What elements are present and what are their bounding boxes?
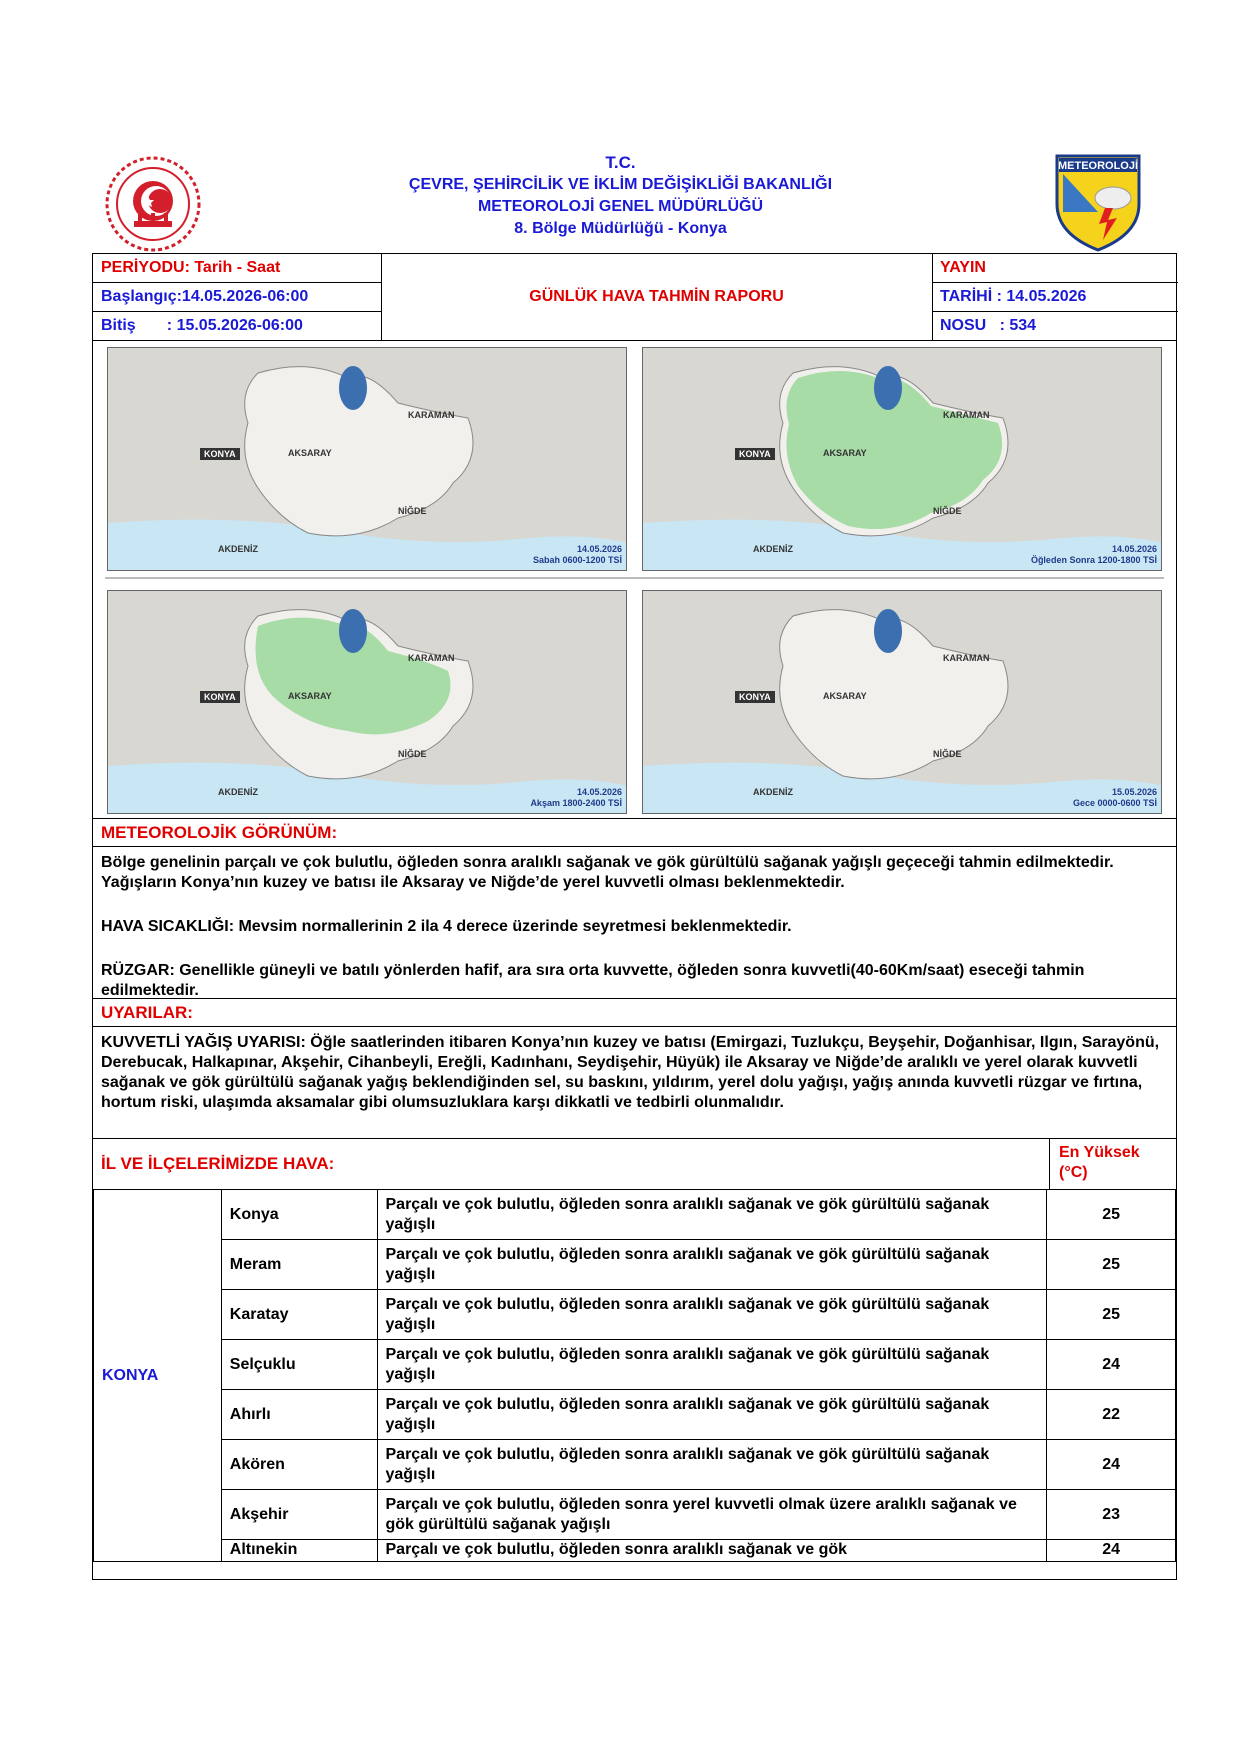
map-period: Gece 0000-0600 TSİ	[1072, 798, 1157, 808]
weather-description: Parçalı ve çok bulutlu, öğleden sonra aralıklı sağanak ve gök	[377, 1540, 1047, 1562]
map-city-label: KONYA	[200, 448, 240, 460]
map-city-label: AKDENİZ	[753, 787, 793, 797]
weather-description: Parçalı ve çok bulutlu, öğleden sonra aralıklı sağanak ve gök gürültülü sağanak yağışlı	[377, 1390, 1047, 1440]
map-period: Öğleden Sonra 1200-1800 TSİ	[1030, 555, 1157, 565]
table-row	[94, 1190, 1176, 1240]
map-date: 14.05.2026	[1111, 544, 1157, 554]
max-temperature: 25	[1047, 1190, 1176, 1240]
max-temperature: 25	[1047, 1290, 1176, 1340]
map-city-label: AKSARAY	[823, 448, 867, 458]
district-name: Akören	[221, 1440, 377, 1490]
weather-table-title: İL VE İLÇELERİMİZDE HAVA:	[101, 1154, 335, 1173]
publication-label: YAYIN	[940, 259, 986, 276]
district-name: Meram	[221, 1240, 377, 1290]
lake	[339, 609, 367, 653]
max-temperature: 24	[1047, 1540, 1176, 1562]
report-info-grid	[93, 254, 1176, 340]
forecast-map-evening	[107, 590, 627, 814]
map-city-label: NİĞDE	[933, 749, 962, 759]
meteorology-logo	[1053, 152, 1143, 252]
header-region: 8. Bölge Müdürlüğü - Konya	[514, 220, 727, 237]
district-weather-table	[93, 1189, 1176, 1562]
report-frame	[92, 253, 1177, 1580]
max-temperature: 24	[1047, 1340, 1176, 1390]
map-city-label: KONYA	[200, 691, 240, 703]
map-canvas	[108, 348, 627, 571]
weather-description: Parçalı ve çok bulutlu, öğleden sonra aralıklı sağanak ve gök gürültülü sağanak yağışlı	[377, 1440, 1047, 1490]
lake	[874, 609, 902, 653]
map-city-label: NİĞDE	[398, 749, 427, 759]
header-tc: T.C.	[605, 153, 636, 172]
table-row	[94, 1490, 1176, 1540]
lake	[339, 366, 367, 410]
outlook-title-row	[93, 819, 1176, 847]
map-city-label: AKSARAY	[288, 691, 332, 701]
weather-description: Parçalı ve çok bulutlu, öğleden sonra aralıklı sağanak ve gök gürültülü sağanak yağışlı	[377, 1340, 1047, 1390]
district-name: Ahırlı	[221, 1390, 377, 1440]
map-canvas	[643, 591, 1162, 814]
table-row	[94, 1390, 1176, 1440]
map-city-label: KARAMAN	[943, 653, 990, 663]
period-title: PERİYODU: Tarih - Saat	[101, 259, 281, 276]
lake	[874, 366, 902, 410]
temperature-paragraph	[93, 915, 1176, 939]
outlook-body	[93, 847, 1176, 999]
header-directorate: METEOROLOJİ GENEL MÜDÜRLÜĞÜ	[477, 198, 764, 215]
map-city-label: KONYA	[735, 691, 775, 703]
map-city-label: KARAMAN	[943, 410, 990, 420]
wind-label: RÜZGAR:	[101, 962, 175, 979]
map-city-label: NİĞDE	[398, 506, 427, 516]
weather-description: Parçalı ve çok bulutlu, öğleden sonra aralıklı sağanak ve gök gürültülü sağanak yağışlı	[377, 1290, 1047, 1340]
wind-paragraph	[93, 959, 1176, 1003]
map-date: 14.05.2026	[576, 544, 622, 554]
table-row	[94, 1240, 1176, 1290]
max-temperature: 23	[1047, 1490, 1176, 1540]
meteorology-logo-text: METEOROLOJİ	[1057, 160, 1139, 172]
province-name: KONYA	[94, 1190, 222, 1562]
warning-text: KUVVETLİ YAĞIŞ UYARISI: Öğle saatlerinden itibaren Konya’nın kuzey ve batısı (Emirgazi, Tuzlukçu, Beyşehir, Doğanhisar, Ilgın, Sarayönü, Derebucak, Halkapınar, Akşehir, Cihanbeyli, Ereğli, Kadınhanı, Seydişehir, Hüyük) ile Aksaray ve Niğde’de aralıklı ve yerel olarak kuvvetli sağanak ve gök gürültülü sağanak yağış beklendiğinden sel, su baskını, yıldırım, yerel dolu yağışı, yağış anında kuvvetli rüzgar ve fırtına, hortum riski, ulaşımda aksamalar gibi olumsuzluklara karşı dikkatli ve tedbirli olunmalıdır.	[101, 1034, 1160, 1111]
map-date: 15.05.2026	[1111, 787, 1157, 797]
weather-table-title-row	[93, 1139, 1176, 1189]
period-start: Başlangıç:14.05.2026-06:00	[101, 288, 309, 305]
map-period: Sabah 0600-1200 TSİ	[532, 555, 622, 565]
map-city-label: AKDENİZ	[218, 544, 258, 554]
max-temperature: 25	[1047, 1240, 1176, 1290]
forecast-map-night	[642, 590, 1162, 814]
weather-description: Parçalı ve çok bulutlu, öğleden sonra aralıklı sağanak ve gök gürültülü sağanak yağışlı	[377, 1240, 1047, 1290]
map-canvas	[643, 348, 1162, 571]
map-divider	[105, 577, 1164, 579]
max-temp-header: En Yüksek (°C)	[1059, 1144, 1140, 1181]
map-city-label: KARAMAN	[408, 653, 455, 663]
max-temperature: 22	[1047, 1390, 1176, 1440]
map-city-label: KARAMAN	[408, 410, 455, 420]
table-row	[94, 1290, 1176, 1340]
district-name: Selçuklu	[221, 1340, 377, 1390]
period-end: Bitiş : 15.05.2026-06:00	[101, 317, 303, 334]
map-city-label: AKSARAY	[288, 448, 332, 458]
wind-text: Genellikle güneyli ve batılı yönlerden hafif, ara sıra orta kuvvette, öğleden sonra kuvvetli(40-60Km/saat) eseceği tahmin edilmektedir.	[101, 962, 1085, 999]
table-row	[94, 1340, 1176, 1390]
warnings-title: UYARILAR:	[101, 1003, 193, 1022]
report-title: GÜNLÜK HAVA TAHMİN RAPORU	[529, 288, 784, 305]
forecast-map-afternoon	[642, 347, 1162, 571]
publication-date: TARİHİ : 14.05.2026	[940, 288, 1087, 305]
warnings-body	[93, 1027, 1176, 1139]
map-city-label: AKDENİZ	[218, 787, 258, 797]
header-ministry: ÇEVRE, ŞEHİRCİLİK VE İKLİM DEĞİŞİKLİĞİ BAKANLIĞI	[408, 176, 833, 193]
forecast-maps	[93, 340, 1176, 819]
max-temperature: 24	[1047, 1440, 1176, 1490]
map-date: 14.05.2026	[576, 787, 622, 797]
district-name: Karatay	[221, 1290, 377, 1340]
outlook-text: Bölge genelinin parçalı ve çok bulutlu, öğleden sonra aralıklı sağanak ve gök gürültülü sağanak yağışlı geçeceği tahmin edilmektedir. Yağışların Konya’nın kuzey ve batısı ile Aksaray ve Niğde’de yerel kuvvetli olması beklenmektedir.	[101, 854, 1114, 891]
weather-description: Parçalı ve çok bulutlu, öğleden sonra yerel kuvvetli olmak üzere aralıklı sağanak ve gök gürültülü sağanak yağışlı	[377, 1490, 1047, 1540]
table-row	[94, 1540, 1176, 1562]
district-name: Konya	[221, 1190, 377, 1240]
temperature-text: Mevsim normallerinin 2 ila 4 derece üzerinde seyretmesi beklenmektedir.	[234, 918, 792, 935]
forecast-map-morning	[107, 347, 627, 571]
district-name: Altınekin	[221, 1540, 377, 1562]
map-period: Akşam 1800-2400 TSİ	[530, 798, 622, 808]
temperature-label: HAVA SICAKLIĞI:	[101, 918, 235, 935]
warnings-title-row	[93, 999, 1176, 1027]
district-name: Akşehir	[221, 1490, 377, 1540]
map-city-label: AKSARAY	[823, 691, 867, 701]
map-city-label: KONYA	[735, 448, 775, 460]
table-row	[94, 1440, 1176, 1490]
map-city-label: NİĞDE	[933, 506, 962, 516]
outlook-title: METEOROLOJİK GÖRÜNÜM:	[101, 823, 338, 842]
map-city-label: AKDENİZ	[753, 544, 793, 554]
weather-description: Parçalı ve çok bulutlu, öğleden sonra aralıklı sağanak ve gök gürültülü sağanak yağışlı	[377, 1190, 1047, 1240]
publication-number: NOSU : 534	[940, 317, 1037, 334]
map-canvas	[108, 591, 627, 814]
